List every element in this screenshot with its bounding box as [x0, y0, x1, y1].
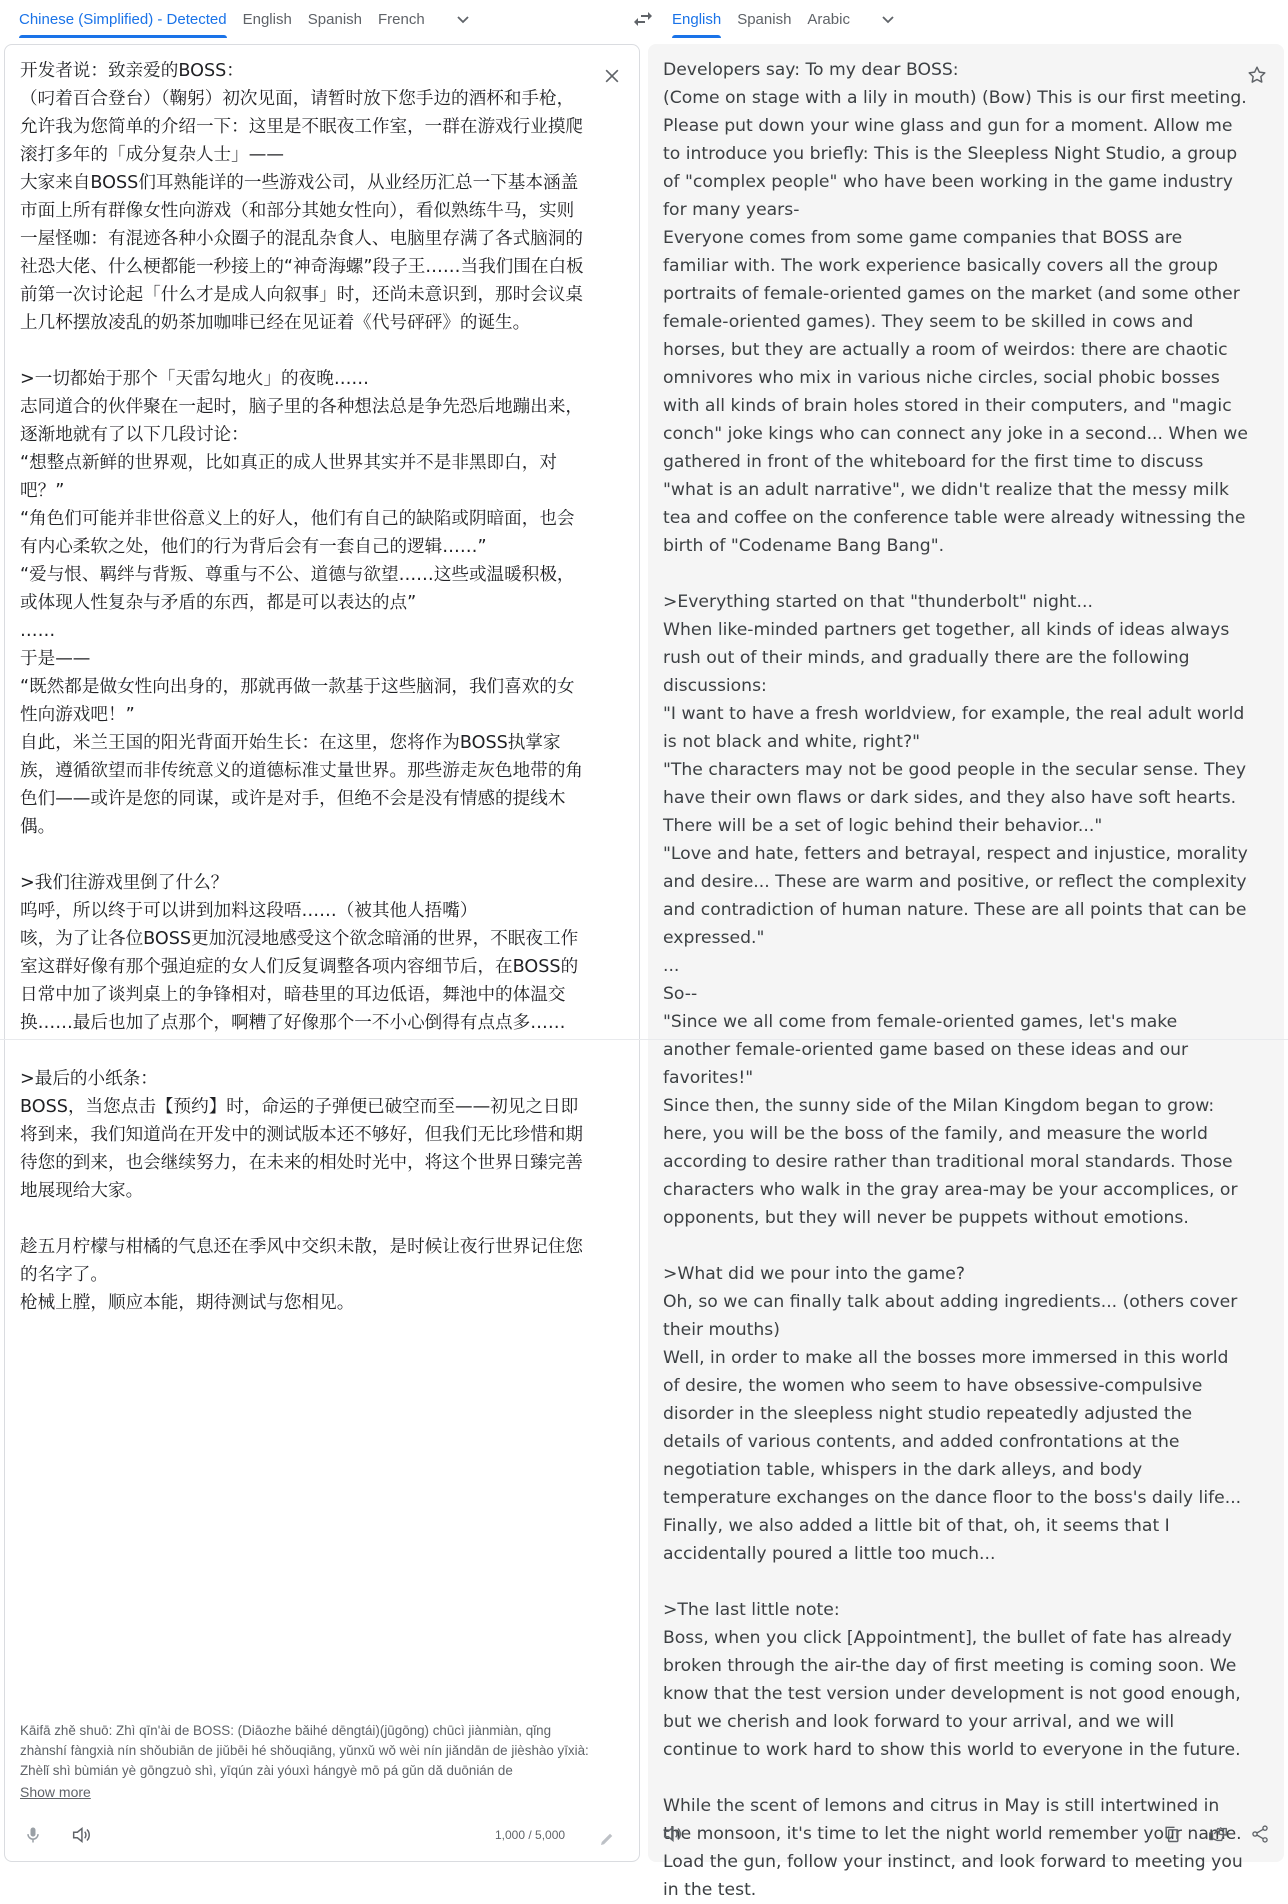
- target-lang-tab-english[interactable]: English: [664, 0, 729, 38]
- character-count: 1,000 / 5,000: [495, 1828, 566, 1842]
- target-language-bar: [664, 0, 1288, 38]
- speaker-icon[interactable]: [654, 1816, 690, 1852]
- source-lang-tab-spanish[interactable]: Spanish: [307, 10, 363, 28]
- target-lang-tab-arabic[interactable]: Arabic: [807, 10, 850, 28]
- star-icon[interactable]: [1240, 58, 1274, 92]
- source-lang-tab-french[interactable]: French: [378, 10, 425, 28]
- mic-icon[interactable]: [15, 1817, 51, 1853]
- source-panel: [4, 44, 640, 1862]
- target-lang-tab-spanish[interactable]: Spanish: [737, 10, 792, 28]
- copy-icon[interactable]: [1154, 1816, 1190, 1852]
- pencil-icon[interactable]: [589, 1821, 625, 1857]
- speaker-icon[interactable]: [63, 1817, 99, 1853]
- close-icon[interactable]: [595, 59, 629, 93]
- source-lang-tab-detected[interactable]: Chinese (Simplified) - Detected: [0, 0, 235, 38]
- chevron-down-icon[interactable]: [445, 1, 481, 37]
- chevron-down-icon[interactable]: [870, 1, 906, 37]
- source-text-input[interactable]: 开发者说：致亲爱的BOSS： （叼着百合登台）（鞠躬）初次见面，请暂时放下您手边的酒杯和手枪，允许我为您简单的介绍一下：这里是不眠夜工作室，一群在游戏行业摸爬滚打多年的「成分复杂人士」—— 大家来自BOSS们耳熟能详的一些游戏公司，从业经历汇总一下基本涵盖市面上所有群像女性向游戏（和部分其她女性向），看似熟练牛马，实则一屋怪咖：有混迹各种小众圈子的混乱杂食人、电脑里存满了各式脑洞的社恐大佬、什么梗都能一秒接上的“神奇海螺”段子王……当我们围在白板前第一次讨论起「什么才是成人向叙事」时，还尚未意识到，那时会议桌上几杯摆放凌乱的奶茶加咖啡已经在见证着《代号砰砰》的诞生。 >一切都始于那个「天雷勾地火」的夜晚…… 志同道合的伙伴聚在一起时，脑子里的各种想法总是争先恐后地蹦出来，逐渐地就有了以下几段讨论： “想整点新鲜的世界观，比如真正的成人世界其实并不是非黑即白，对吧？” “角色们可能并非世俗意义上的好人，他们有自己的缺陷或阴暗面，也会有内心柔软之处，他们的行为背后会有一套自己的逻辑……” “爱与恨、羁绊与背叛、尊重与不公、道德与欲望……这些或温暖积极，或体现人性复杂与矛盾的东西，都是可以表达的点” …… 于是—— “既然都是做女性向出身的，那就再做一款基于这些脑洞，我们喜欢的女性向游戏吧！” 自此，米兰王国的阳光背面开始生长：在这里，您将作为BOSS执掌家族，遵循欲望而非传统意义的道德标准丈量世界。那些游走灰色地带的角色们——或许是您的同谋，或许是对手，但绝不会是没有情感的提线木偶。 >我们往游戏里倒了什么？ 呜呼，所以终于可以讲到加料这段唔……（被其他人捂嘴） 咳，为了让各位BOSS更加沉浸地感受这个欲念暗涌的世界，不眠夜工作室这群好像有那个强迫症的女人们反复调整各项内容细节后，在BOSS的日常中加了谈判桌上的争锋相对，暗巷里的耳边低语，舞池中的体温交换……最后也加了点那个，啊糟了好像那个一不小心倒得有点点多…… >最后的小纸条： BOSS，当您点击【预约】时，命运的子弹便已破空而至——初见之日即将到来，我们知道尚在开发中的测试版本还不够好，但我们无比珍惜和期待您的到来，也会继续努力，在未来的相处时光中，将这个世界日臻完善地展现给大家。 趁五月柠檬与柑橘的气息还在季风中交织未散，是时候让夜行世界记住您的名字了。 枪械上膛，顺应本能，期待测试与您相见。: [20, 61, 584, 1313]
- source-language-bar: [0, 0, 620, 38]
- translation-output: Developers say: To my dear BOSS: (Come on stage with a lily in mouth) (Bow) This is our first meeting. Please put down your wine glass and gun for a moment. Allow me to introduce you briefly: This is the Sleepless Night Studio, a group of "complex people" who have been working in the game industry for many years- Everyone comes from some game companies that BOSS are familiar with. The work experience basically covers all the group portraits of female-oriented games on the market (and some other female-oriented games). They seem to be skilled in cows and horses, but they are actually a room of weirdos: there are chaotic omnivores who mix in various niche circles, social phobic bosses with all kinds of brain holes stored in their computers, and "magic conch" joke kings who can connect any joke in a second... When we gathered in front of the whiteboard for the first time to discuss "what is an adult narrative", we didn't realize that the messy milk tea and coffee on the conference table were already witnessing the birth of "Codename Bang Bang". >Everything started on that "thunderbolt" night... When like-minded partners get together, all kinds of ideas always rush out of their minds, and gradually there are the following discussions: "I want to have a fresh worldview, for example, the real adult world is not black and white, right?" "The characters may not be good people in the secular sense. They have their own flaws or dark sides, and they also have soft hearts. There will be a set of logic behind their behavior..." "Love and hate, fetters and betrayal, respect and injustice, morality and desire... These are warm and positive, or reflect the complexity and contradiction of human nature. These are all points that can be expressed." ... So-- "Since we all come from female-oriented games, let's make another female-oriented game based on these ideas and our favorites!" Since then, the sunny side of the Milan Kingdom began to grow: here, you will be the boss of the family, and measure the world according to desire rather than traditional moral standards. Those characters who walk in the gray area-may be your accomplices, or opponents, but they will never be puppets without emotions. >What did we pour into the game? Oh, so we can finally talk about adding ingredients... (others cover their mouths) Well, in order to make all the bosses more immersed in this world of desire, the women who seem to have obsessive-compulsive disorder in the sleepless night studio repeatedly adjusted the details of various contents, and added confrontations at the negotiation table, whispers in the dark alleys, and body temperature exchanges on the dance floor to the boss's daily life... Finally, we also added a little bit of that, oh, it seems that I accidentally poured a little too much... >The last little note: Boss, when you click [Appointment], the bullet of fate has already broken through the air-the day of first meeting is coming soon. We know that the test version under development is not good enough, but we cherish and look forward to your arrival, and we will continue to work hard to show this world to everyone in the future. While the scent of lemons and citrus in May is still intertwined in the monsoon, it's time to let the night world remember your name. Load the gun, follow your instinct, and look forward to meeting you in the test.: [663, 60, 1248, 1900]
- swap-horiz-icon[interactable]: [626, 4, 660, 34]
- romanization-text: Kāifā zhě shuō: Zhì qīn'ài de BOSS: (Diāozhe bǎihé dēngtái)(jūgōng) chūcì jiànmiàn, qǐng zhànshí fàngxià nín shǒubiān de jiǔbēi hé shǒuqiāng, yǔnxǔ wǒ wèi nín jiǎndān de jièshào yīxià: Zhèlǐ shì bùmián yè gōngzuò shì, yīqún zài yóuxì hángyè mō pá gǔn dǎ duōnián de: [20, 1723, 589, 1778]
- target-panel: [648, 44, 1284, 1900]
- divider: [0, 1039, 1288, 1040]
- share-icon[interactable]: [1242, 1816, 1278, 1852]
- feedback-icon[interactable]: [1200, 1816, 1236, 1852]
- source-lang-tab-english[interactable]: English: [242, 10, 292, 28]
- show-more-link[interactable]: Show more: [20, 1784, 91, 1800]
